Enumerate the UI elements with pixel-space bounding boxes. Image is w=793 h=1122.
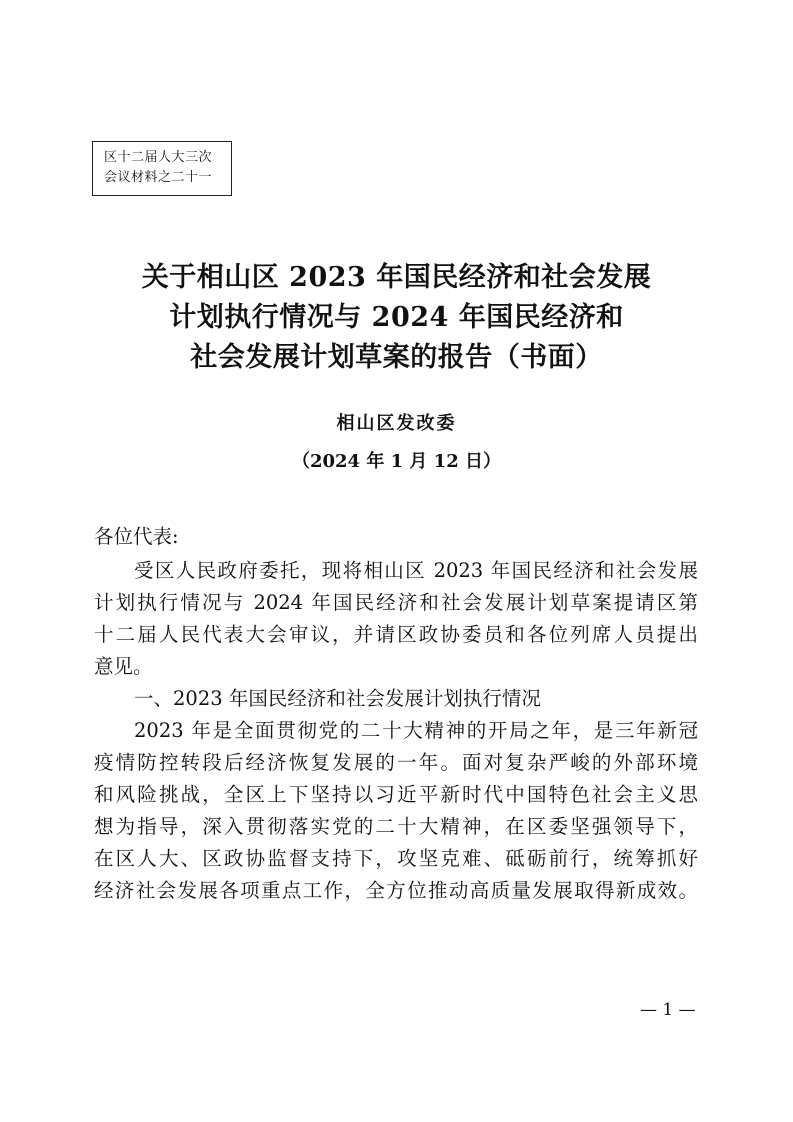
- meeting-material-line-1: 区十二届人大三次: [104, 150, 213, 165]
- paragraph-1-line: 意见。: [94, 655, 153, 678]
- report-title-line-3: 社会发展计划草案的报告（书面）: [190, 342, 603, 373]
- section-heading-1: 一、2023 年国民经济和社会发展计划执行情况: [134, 687, 541, 710]
- paragraph-2-line: 2023 年是全面贯彻党的二十大精神的开局之年，是三年新冠: [134, 719, 698, 742]
- paragraph-1-line: 十二届人民代表大会审议，并请区政协委员和各位列席人员提出: [94, 623, 698, 646]
- report-author: 相山区发改委: [336, 413, 457, 434]
- report-title-line-2: 计划执行情况与 2024 年国民经济和: [169, 302, 624, 333]
- report-title: [0, 258, 793, 378]
- paragraph-2-line: 经济社会发展各项重点工作，全方位推动高质量发展取得新成效。: [94, 879, 698, 902]
- meeting-material-line-2: 会议材料之二十一: [104, 170, 213, 185]
- meeting-material-label: [92, 141, 232, 196]
- report-body: [94, 521, 698, 907]
- paragraph-2-line: 想为指导，深入贯彻落实党的二十大精神，在区委坚强领导下，: [94, 815, 698, 838]
- paragraph-1-line: 计划执行情况与 2024 年国民经济和社会发展计划草案提请区第: [94, 591, 698, 614]
- report-date: （2024 年 1 月 12 日）: [291, 451, 501, 472]
- paragraph-1-line: 受区人民政府委托，现将相山区 2023 年国民经济和社会发展: [134, 559, 698, 582]
- report-title-line-1: 关于相山区 2023 年国民经济和社会发展: [141, 262, 652, 293]
- salutation: 各位代表:: [94, 525, 179, 548]
- paragraph-2-line: 在区人大、区政协监督支持下，攻坚克难、砥砺前行，统筹抓好: [94, 847, 698, 870]
- page-number: — 1 —: [640, 1000, 696, 1020]
- paragraph-2-line: 和风险挑战，全区上下坚持以习近平新时代中国特色社会主义思: [94, 783, 698, 806]
- paragraph-2-line: 疫情防控转段后经济恢复发展的一年。面对复杂严峻的外部环境: [94, 751, 698, 774]
